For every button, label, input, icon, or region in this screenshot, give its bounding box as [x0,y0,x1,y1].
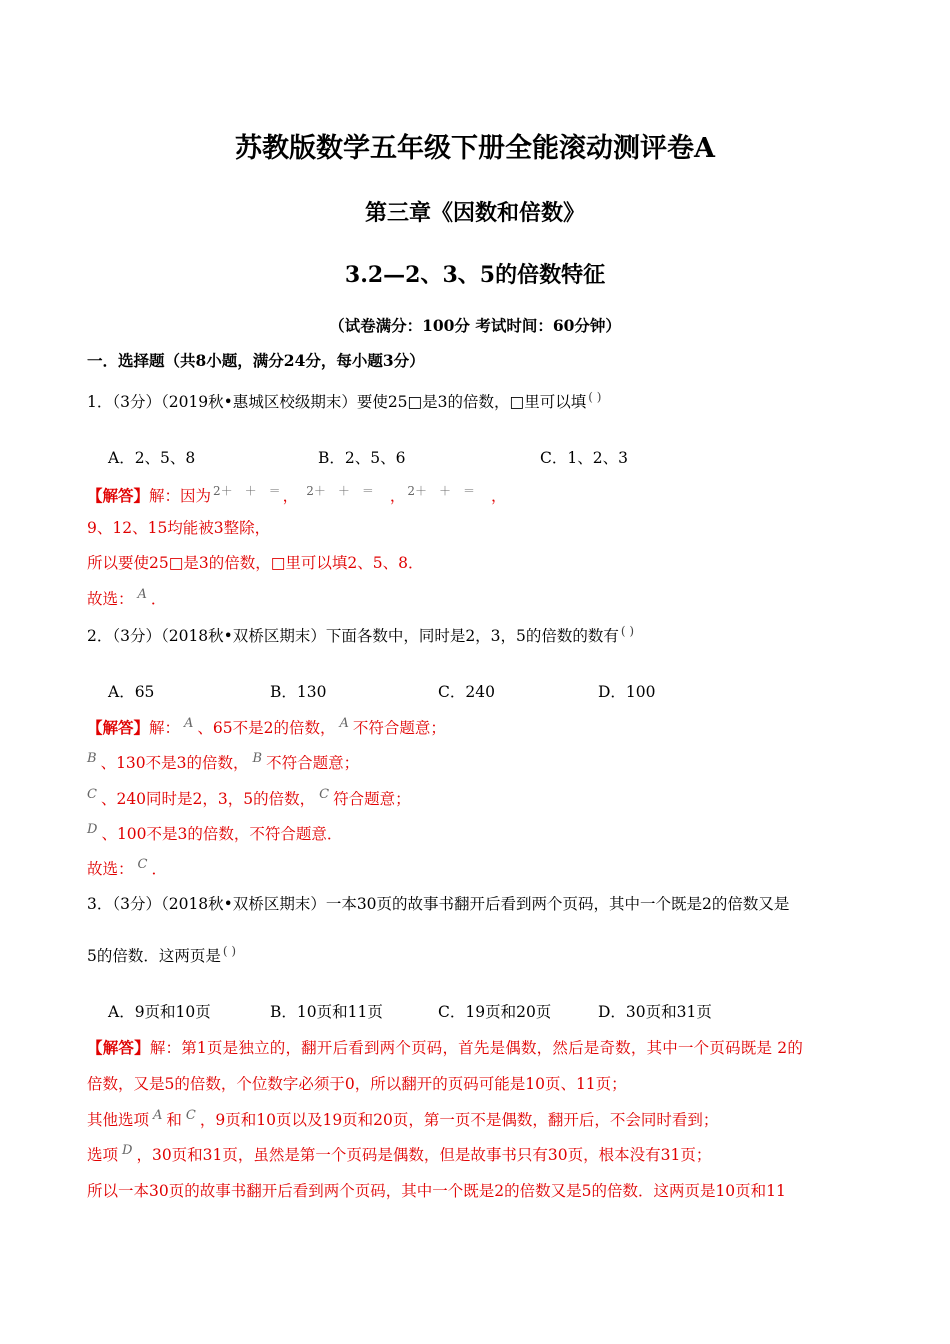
answer-text: 、240同时是2，3，5的倍数， [100,790,316,809]
answer-text: 解：因为 [149,487,212,506]
letter-d: D [122,1143,133,1158]
sep-3: ， [490,487,507,506]
question-2-text: 2．（3分）（2018秋•双桥区期末）下面各数中，同时是2，3，5的倍数的数有 [87,627,619,646]
answer-text: 、130不是3的倍数， [100,754,249,773]
letter-a: A [153,1108,163,1123]
choose-suffix: ． [151,860,167,879]
question-3-answer-line-3 [87,1108,718,1130]
letter-a: A [184,716,194,731]
answer-text: ，9页和10页以及19页和20页，第一页不是偶数，翻开后，不会同时看到； [199,1111,719,1130]
letter-b: B [87,751,97,766]
chapter-title: 第三章《因数和倍数》 [364,200,585,226]
question-2-option-d: D．100 [598,683,656,701]
section-title: 3.2—2、3、5的倍数特征 [344,262,606,288]
question-2-option-c: C．240 [438,683,495,701]
question-3-answer-line-1 [87,1036,803,1058]
letter-b: B [252,751,263,766]
math-sum-2: 2＋ ＋ ＝ [306,484,374,498]
question-2-option-a: A．65 [108,683,155,701]
question-3-text: 5的倍数．这两页是 [87,947,221,966]
answer-tag: 【解答】 [87,718,150,738]
question-3-blank: ( ) [222,944,237,958]
answer-text: 和 [166,1111,182,1130]
question-3-answer-line-4 [87,1143,711,1165]
question-1-option-a: A．2、5、8 [108,449,196,467]
question-3-answer-line-5: 所以一本30页的故事书翻开后看到两个页码，其中一个既是2的倍数又是5的倍数．这两页是10页和11 [87,1182,786,1200]
question-3-option-c: C．19页和20页 [438,1003,552,1021]
question-1-answer-line-3: 所以要使25□是3的倍数，□里可以填2、5、8． [87,554,424,572]
question-1-stem [87,390,601,412]
section-heading: 一．选择题（共8小题，满分24分，每小题3分） [87,351,425,370]
choose-prefix: 故选： [87,590,134,609]
question-2-blank: ( ) [620,624,635,638]
question-3-option-a: A．9页和10页 [108,1003,211,1021]
choose-prefix: 故选： [87,860,134,879]
question-2-answer-line-1 [87,716,446,738]
question-3-option-d: D．30页和31页 [598,1003,712,1021]
document-title: 苏教版数学五年级下册全能滚动测评卷A [235,133,715,164]
question-2-answer-line-4 [87,822,342,844]
question-1-option-c: C．1、2、3 [540,449,628,467]
question-1-option-b: B．2、5、6 [318,449,406,467]
question-1-answer-line-2: 9、12、15均能被3整除， [87,519,271,537]
question-2-answer-line-2 [87,751,359,773]
question-1-answer-line-1 [87,482,507,506]
answer-text: 解：第1页是独立的，翻开后看到两个页码，首先是偶数，然后是奇数，其中一个页码既是 2的 [149,1039,804,1057]
answer-tag: 【解答】 [87,1038,150,1057]
choose-letter: A [137,587,147,602]
question-2-choose [87,857,167,879]
answer-text: 不符合题意； [266,754,360,773]
answer-text: 、65不是2的倍数， [197,719,336,738]
letter-c: C [319,787,330,802]
letter-c: C [87,787,97,802]
question-2-option-b: B．130 [270,683,327,701]
question-3-stem-line-2 [87,944,236,966]
choose-suffix: ． [150,590,167,609]
question-1-choose [87,587,166,609]
question-1-text: 1．（3分）（2019秋•惠城区校级期末）要使25□是3的倍数，□里可以填 [87,393,587,412]
answer-text: 符合题意； [333,790,411,809]
question-3-answer-line-2: 倍数，又是5的倍数，个位数字必须于0，所以翻开的页码可能是10页、11页； [87,1075,627,1093]
answer-text: ，30页和31页，虽然是第一个页码是偶数，但是故事书只有30页，根本没有31页； [136,1146,712,1165]
question-3-stem-line-1: 3．（3分）（2018秋•双桥区期末）一本30页的故事书翻开后看到两个页码，其中一个既是2的倍数又是 [87,895,790,913]
letter-a: A [339,716,349,731]
math-sum-1: 2＋ ＋ ＝ [213,484,281,498]
question-1-blank: ( ) [588,390,602,404]
answer-tag: 【解答】 [87,486,150,506]
answer-text: 不符合题意； [352,719,446,738]
question-2-answer-line-3 [87,787,411,809]
letter-c: C [185,1108,196,1123]
answer-text: 其他选项 [87,1111,150,1130]
math-sum-3: 2＋ ＋ ＝ [407,484,475,498]
choose-letter: C [137,857,148,872]
answer-text: 、100不是3的倍数，不符合题意． [101,825,343,844]
question-3-option-b: B．10页和11页 [270,1003,383,1021]
sep-1: ， [282,487,299,506]
answer-text: 解： [149,719,181,738]
answer-text: 选项 [87,1146,119,1165]
letter-d: D [87,822,98,837]
sep-2: ， [389,487,406,506]
exam-info: （试卷满分：100分 考试时间：60分钟） [329,316,621,335]
question-2-stem [87,624,634,646]
